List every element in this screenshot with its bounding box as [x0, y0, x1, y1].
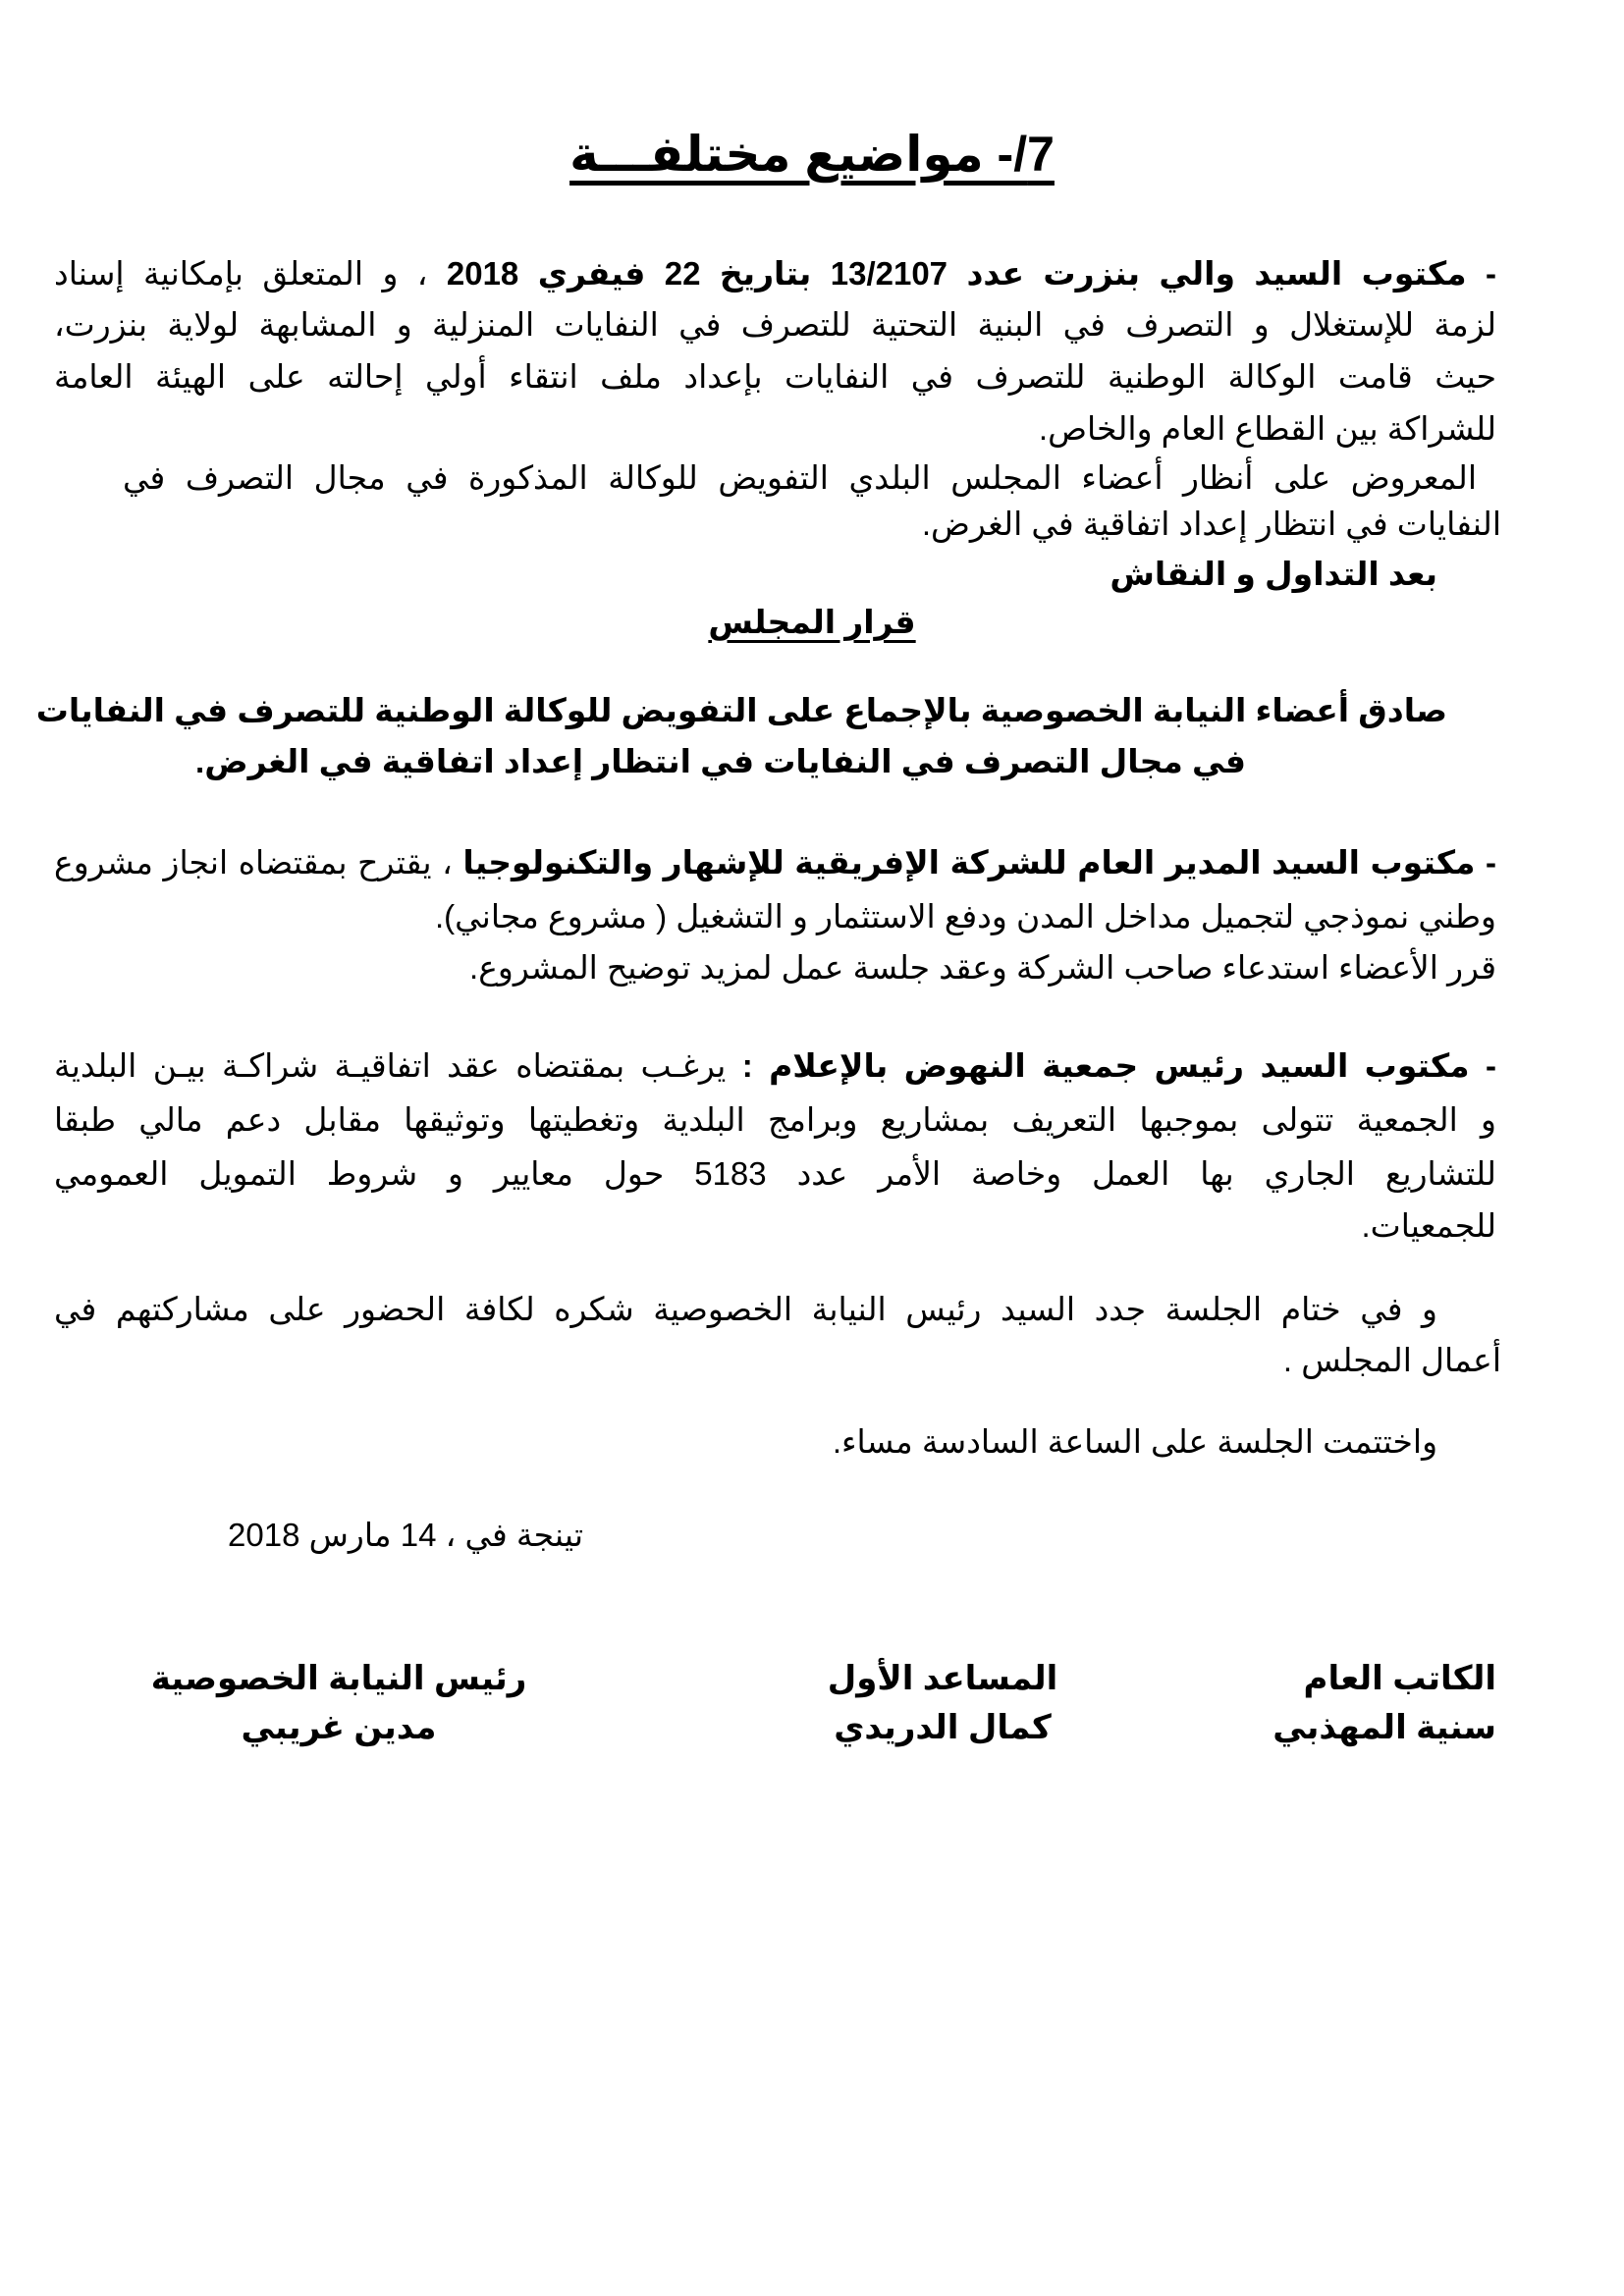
item3-line-3: للتشاريع الجاري بها العمل وخاصة الأمر عدد 5183 حول معايير و شروط التمويل العمومي	[54, 1155, 1496, 1192]
item3-lead-rest: يرغـب بمقتضاه عقد اتفاقيـة شراكـة بيـن البلدية	[54, 1047, 727, 1084]
deliberation-label: بعد التداول و النقاش	[1110, 556, 1437, 592]
item2-line-2: وطني نموذجي لتجميل مداخل المدن ودفع الاستثمار و التشغيل ( مشروع مجاني).	[434, 898, 1496, 934]
signature-block-president	[123, 1654, 555, 1752]
item1-line-1	[54, 250, 1496, 297]
item3-line-2: و الجمعية تتولى بموجبها التعريف بمشاريع وبرامج البلدية وتغطيتها وتوثيقها مقابل دعم مالي طبقا	[54, 1101, 1496, 1138]
signature-role: المساعد الأول	[827, 1660, 1058, 1697]
item2-line-3: قرر الأعضاء استدعاء صاحب الشركة وعقد جلسة عمل لمزيد توضيح المشروع.	[469, 949, 1496, 986]
item1-lead-rest: ، و المتعلق بإمكانية إسناد	[54, 255, 428, 292]
item3-line-1	[54, 1042, 1496, 1090]
item1-line-3: حيث قامت الوكالة الوطنية للتصرف في النفايات بإعداد ملف انتقاء أولي إحالته على الهيئة العامة	[54, 358, 1496, 395]
signature-role: الكاتب العام	[1303, 1660, 1496, 1697]
place-date: تينجة في ، 14 مارس 2018	[228, 1517, 583, 1553]
item2-lead-rest: ، يقترح بمقتضاه انجاز مشروع	[54, 844, 453, 881]
item3-line-4: للجمعيات.	[1361, 1207, 1496, 1244]
item1-line-2: لزمة للإستغلال و التصرف في البنية التحتية للتصرف في النفايات المنزلية و المشابهة لولاية بنزرت،	[54, 306, 1496, 343]
item2-lead: - مكتوب السيد المدير العام للشركة الإفريقية للإشهار والتكنولوجيا	[462, 844, 1496, 881]
signature-name: كمال الدريدي	[834, 1709, 1052, 1746]
item1-lead: - مكتوب السيد والي بنزرت عدد 13/2107 بتاريخ 22 فيفري 2018	[446, 255, 1496, 292]
closing-line-2: أعمال المجلس .	[1282, 1342, 1501, 1378]
item1-line-4: للشراكة بين القطاع العام والخاص.	[1038, 410, 1496, 447]
item3-lead: - مكتوب السيد رئيس جمعية النهوض بالإعلام :	[741, 1047, 1497, 1084]
closing-end-time: واختتمت الجلسة على الساعة السادسة مساء.	[832, 1423, 1437, 1460]
signature-role: رئيس النيابة الخصوصية	[150, 1660, 527, 1697]
decision-line-1: صادق أعضاء النيابة الخصوصية بالإجماع على التفويض للوكالة الوطنية للتصرف في النفايات	[35, 692, 1447, 728]
item2-line-1	[54, 839, 1496, 886]
decision-heading: قرار المجلس	[708, 604, 916, 640]
signature-name: مدين غريبي	[241, 1709, 437, 1746]
item1-line-6: النفايات في انتظار إعداد اتفاقية في الغرض.	[921, 506, 1501, 542]
section-title: 7/- مواضيع مختلفـــة	[569, 127, 1055, 182]
decision-line-2: في مجال التصرف في النفايات في انتظار إعداد اتفاقية في الغرض.	[195, 743, 1246, 779]
signature-block-first-assistant	[776, 1654, 1110, 1752]
closing-line-1: و في ختام الجلسة جدد السيد رئيس النيابة الخصوصية شكره لكافة الحضور على مشاركتهم في	[54, 1291, 1437, 1327]
signature-block-secretary	[1163, 1654, 1496, 1752]
item1-line-5: المعروض على أنظار أعضاء المجلس البلدي التفويض للوكالة المذكورة في مجال التصرف في	[123, 459, 1477, 496]
signature-name: سنية المهذبي	[1272, 1709, 1496, 1746]
